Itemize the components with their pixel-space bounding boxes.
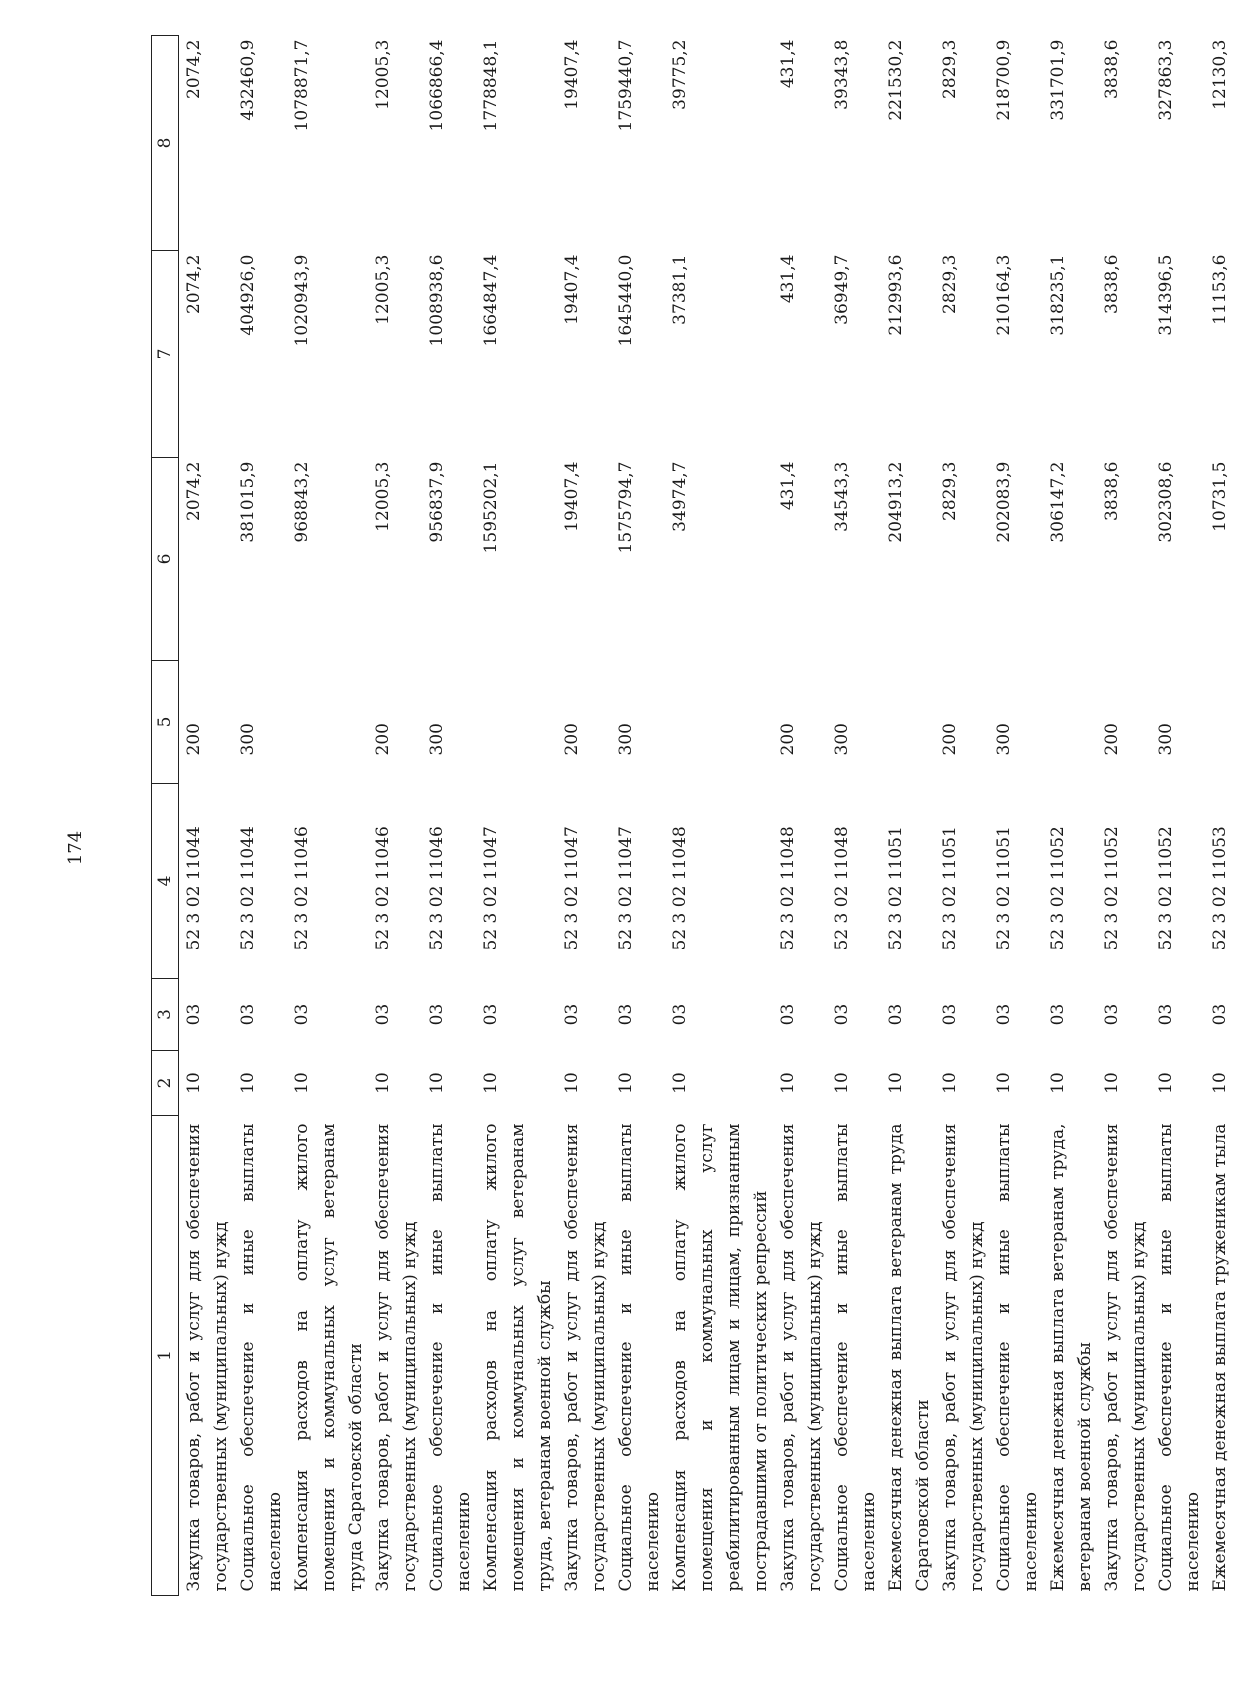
cell-expense-type: 300 — [238, 723, 258, 756]
cell-section: 10 — [778, 1072, 798, 1094]
table-row — [1045, 36, 1099, 1596]
header-col-7: 7 — [152, 251, 179, 458]
cell-amount-col7: 1020943,9 — [292, 254, 312, 347]
cell-amount-col8: 3838,6 — [1102, 39, 1122, 99]
cell-amount-col7: 431,4 — [778, 254, 798, 304]
cell-target-article: 52 3 02 11053 — [1210, 826, 1230, 951]
cell-amount-col8: 218700,9 — [994, 39, 1014, 121]
cell-description: Компенсация расходов на оплату жилого помещения и коммунальных услуг ветеранам труда, ветеранам военной службы — [481, 1123, 555, 1592]
cell-description: Социальное обеспечение и иные выплаты населению — [427, 1123, 474, 1592]
cell-subsection: 03 — [832, 1003, 852, 1026]
cell-description: Социальное обеспечение и иные выплаты населению — [238, 1123, 285, 1592]
cell-subsection: 03 — [481, 1003, 501, 1026]
cell-target-article: 52 3 02 11051 — [886, 826, 906, 951]
cell-target-article: 52 3 02 11047 — [616, 826, 636, 951]
cell-subsection: 03 — [778, 1003, 798, 1026]
cell-amount-col6: 2829,3 — [940, 461, 960, 521]
table-body — [179, 36, 1234, 1596]
cell-description: Закупка товаров, работ и услуг для обеспечения государственных (муниципальных) нужд — [562, 1123, 609, 1592]
cell-description: Закупка товаров, работ и услуг для обеспечения государственных (муниципальных) нужд — [940, 1123, 987, 1592]
cell-target-article: 52 3 02 11051 — [940, 826, 960, 951]
cell-description: Ежемесячная денежная выплата ветеранам труда Саратовской области — [886, 1123, 933, 1592]
cell-expense-type: 200 — [562, 723, 582, 756]
cell-amount-col8: 1759440,7 — [616, 39, 636, 132]
cell-subsection: 03 — [1156, 1003, 1176, 1026]
cell-section: 10 — [994, 1072, 1014, 1094]
cell-expense-type: 300 — [994, 723, 1014, 756]
cell-section: 10 — [1048, 1072, 1068, 1094]
cell-amount-col7: 2074,2 — [184, 254, 204, 314]
table-row — [667, 36, 775, 1596]
cell-amount-col7: 1664847,4 — [481, 254, 501, 347]
cell-amount-col6: 302308,6 — [1156, 461, 1176, 543]
cell-amount-col7: 404926,0 — [238, 254, 258, 336]
cell-amount-col8: 331701,9 — [1048, 39, 1068, 121]
cell-subsection: 03 — [562, 1003, 582, 1026]
cell-subsection: 03 — [427, 1003, 447, 1026]
cell-expense-type — [1207, 661, 1234, 784]
budget-table — [151, 35, 1234, 1596]
table-row — [1153, 36, 1207, 1596]
table-row — [289, 36, 370, 1596]
cell-amount-col6: 3838,6 — [1102, 461, 1122, 521]
cell-target-article: 52 3 02 11044 — [184, 826, 204, 951]
cell-amount-col6: 34974,7 — [670, 461, 690, 532]
cell-amount-col7: 12005,3 — [373, 254, 393, 325]
cell-target-article: 52 3 02 11047 — [562, 826, 582, 951]
cell-target-article: 52 3 02 11046 — [373, 826, 393, 951]
cell-subsection: 03 — [670, 1003, 690, 1026]
cell-section: 10 — [832, 1072, 852, 1094]
cell-expense-type: 200 — [940, 723, 960, 756]
cell-amount-col8: 39775,2 — [670, 39, 690, 110]
header-row — [152, 36, 179, 1596]
table-row — [424, 36, 478, 1596]
cell-expense-type — [1045, 661, 1099, 784]
cell-amount-col8: 1778848,1 — [481, 39, 501, 132]
rotated-table-page — [151, 36, 1230, 1596]
header-col-6: 6 — [152, 458, 179, 661]
cell-section: 10 — [427, 1072, 447, 1094]
table-row — [559, 36, 613, 1596]
cell-section: 10 — [481, 1072, 501, 1094]
table-row — [370, 36, 424, 1596]
cell-section: 10 — [184, 1072, 204, 1094]
cell-description: Социальное обеспечение и иные выплаты населению — [1156, 1123, 1203, 1592]
cell-expense-type: 200 — [373, 723, 393, 756]
header-col-3: 3 — [152, 979, 179, 1051]
cell-amount-col8: 327863,3 — [1156, 39, 1176, 121]
cell-target-article: 52 3 02 11048 — [778, 826, 798, 951]
cell-description: Закупка товаров, работ и услуг для обеспечения государственных (муниципальных) нужд — [184, 1123, 231, 1592]
table-row — [883, 36, 937, 1596]
cell-description: Ежемесячная денежная выплата труженикам тыла — [1210, 1123, 1230, 1592]
cell-amount-col6: 2074,2 — [184, 461, 204, 521]
cell-amount-col7: 314396,5 — [1156, 254, 1176, 336]
cell-amount-col7: 19407,4 — [562, 254, 582, 325]
cell-amount-col7: 11153,6 — [1210, 254, 1230, 325]
header-col-2: 2 — [152, 1051, 179, 1116]
cell-amount-col7: 318235,1 — [1048, 254, 1068, 336]
cell-amount-col7: 3838,6 — [1102, 254, 1122, 314]
table-row — [991, 36, 1045, 1596]
cell-description: Компенсация расходов на оплату жилого помещения и коммунальных услуг реабилитированным лицам и лицам, признанным пострадавшими от политических репрессий — [670, 1123, 771, 1592]
cell-amount-col8: 12005,3 — [373, 39, 393, 110]
cell-subsection: 03 — [1102, 1003, 1122, 1026]
cell-target-article: 52 3 02 11044 — [238, 826, 258, 951]
cell-amount-col6: 1575794,7 — [616, 461, 636, 554]
cell-target-article: 52 3 02 11047 — [481, 826, 501, 951]
cell-subsection: 03 — [940, 1003, 960, 1026]
cell-amount-col6: 956837,9 — [427, 461, 447, 543]
cell-subsection: 03 — [292, 1003, 312, 1026]
cell-section: 10 — [292, 1072, 312, 1094]
page-number: 174 — [65, 830, 86, 866]
cell-amount-col6: 204913,2 — [886, 461, 906, 543]
cell-amount-col6: 1595202,1 — [481, 461, 501, 554]
cell-target-article: 52 3 02 11052 — [1102, 826, 1122, 951]
cell-description: Социальное обеспечение и иные выплаты населению — [832, 1123, 879, 1592]
cell-expense-type: 200 — [184, 723, 204, 756]
table-row — [775, 36, 829, 1596]
cell-subsection: 03 — [1210, 1003, 1230, 1026]
table-header — [152, 36, 179, 1596]
table-row — [829, 36, 883, 1596]
cell-expense-type — [289, 661, 370, 784]
cell-expense-type — [883, 661, 937, 784]
cell-section: 10 — [1156, 1072, 1176, 1094]
cell-amount-col6: 19407,4 — [562, 461, 582, 532]
cell-description: Социальное обеспечение и иные выплаты населению — [994, 1123, 1041, 1592]
cell-section: 10 — [1102, 1072, 1122, 1094]
cell-subsection: 03 — [373, 1003, 393, 1026]
cell-description: Ежемесячная денежная выплата ветеранам труда, ветеранам военной службы — [1048, 1123, 1095, 1592]
header-col-5: 5 — [152, 661, 179, 784]
cell-amount-col7: 37381,1 — [670, 254, 690, 325]
cell-target-article: 52 3 02 11052 — [1156, 826, 1176, 951]
cell-expense-type: 200 — [778, 723, 798, 756]
cell-section: 10 — [940, 1072, 960, 1094]
cell-amount-col6: 202083,9 — [994, 461, 1014, 543]
cell-target-article: 52 3 02 11052 — [1048, 826, 1068, 951]
cell-amount-col6: 12005,3 — [373, 461, 393, 532]
table-row — [478, 36, 559, 1596]
cell-amount-col8: 2074,2 — [184, 39, 204, 99]
cell-amount-col6: 34543,3 — [832, 461, 852, 532]
cell-subsection: 03 — [994, 1003, 1014, 1026]
cell-amount-col8: 432460,9 — [238, 39, 258, 121]
table-row — [937, 36, 991, 1596]
cell-target-article: 52 3 02 11048 — [670, 826, 690, 951]
cell-subsection: 03 — [238, 1003, 258, 1026]
cell-expense-type: 300 — [832, 723, 852, 756]
cell-expense-type: 300 — [427, 723, 447, 756]
cell-expense-type: 300 — [616, 723, 636, 756]
table-row — [613, 36, 667, 1596]
header-col-1: 1 — [152, 1116, 179, 1596]
cell-amount-col8: 19407,4 — [562, 39, 582, 110]
cell-description: Компенсация расходов на оплату жилого помещения и коммунальных услуг ветеранам труда Саратовской области — [292, 1123, 366, 1592]
cell-section: 10 — [562, 1072, 582, 1094]
cell-amount-col6: 306147,2 — [1048, 461, 1068, 543]
table-row — [1099, 36, 1153, 1596]
cell-description: Закупка товаров, работ и услуг для обеспечения государственных (муниципальных) нужд — [778, 1123, 825, 1592]
cell-section: 10 — [1210, 1072, 1230, 1094]
cell-subsection: 03 — [1048, 1003, 1068, 1026]
table-row — [179, 36, 236, 1596]
table-row — [235, 36, 289, 1596]
cell-expense-type — [478, 661, 559, 784]
table-row — [1207, 36, 1234, 1596]
cell-amount-col6: 381015,9 — [238, 461, 258, 543]
header-col-8: 8 — [152, 36, 179, 251]
cell-amount-col7: 1008938,6 — [427, 254, 447, 347]
cell-amount-col7: 210164,3 — [994, 254, 1014, 336]
cell-amount-col6: 968843,2 — [292, 461, 312, 543]
header-col-4: 4 — [152, 784, 179, 979]
cell-amount-col8: 1078871,7 — [292, 39, 312, 132]
cell-amount-col8: 12130,3 — [1210, 39, 1230, 110]
cell-section: 10 — [238, 1072, 258, 1094]
cell-amount-col7: 212993,6 — [886, 254, 906, 336]
cell-amount-col8: 1066866,4 — [427, 39, 447, 132]
cell-amount-col7: 1645440,0 — [616, 254, 636, 347]
cell-amount-col6: 10731,5 — [1210, 461, 1230, 532]
cell-expense-type — [667, 661, 775, 784]
cell-description: Закупка товаров, работ и услуг для обеспечения государственных (муниципальных) нужд — [1102, 1123, 1149, 1592]
cell-amount-col8: 431,4 — [778, 39, 798, 89]
cell-section: 10 — [886, 1072, 906, 1094]
cell-amount-col7: 36949,7 — [832, 254, 852, 325]
cell-expense-type: 300 — [1156, 723, 1176, 756]
cell-section: 10 — [373, 1072, 393, 1094]
cell-amount-col7: 2829,3 — [940, 254, 960, 314]
cell-amount-col8: 2829,3 — [940, 39, 960, 99]
cell-target-article: 52 3 02 11048 — [832, 826, 852, 951]
cell-target-article: 52 3 02 11046 — [292, 826, 312, 951]
cell-subsection: 03 — [886, 1003, 906, 1026]
cell-target-article: 52 3 02 11046 — [427, 826, 447, 951]
cell-target-article: 52 3 02 11051 — [994, 826, 1014, 951]
cell-description: Закупка товаров, работ и услуг для обеспечения государственных (муниципальных) нужд — [373, 1123, 420, 1592]
cell-amount-col8: 221530,2 — [886, 39, 906, 121]
cell-description: Социальное обеспечение и иные выплаты населению — [616, 1123, 663, 1592]
cell-section: 10 — [670, 1072, 690, 1094]
cell-amount-col8: 39343,8 — [832, 39, 852, 110]
cell-section: 10 — [616, 1072, 636, 1094]
cell-amount-col6: 431,4 — [778, 461, 798, 511]
cell-subsection: 03 — [616, 1003, 636, 1026]
cell-expense-type: 200 — [1102, 723, 1122, 756]
cell-subsection: 03 — [184, 1003, 204, 1026]
